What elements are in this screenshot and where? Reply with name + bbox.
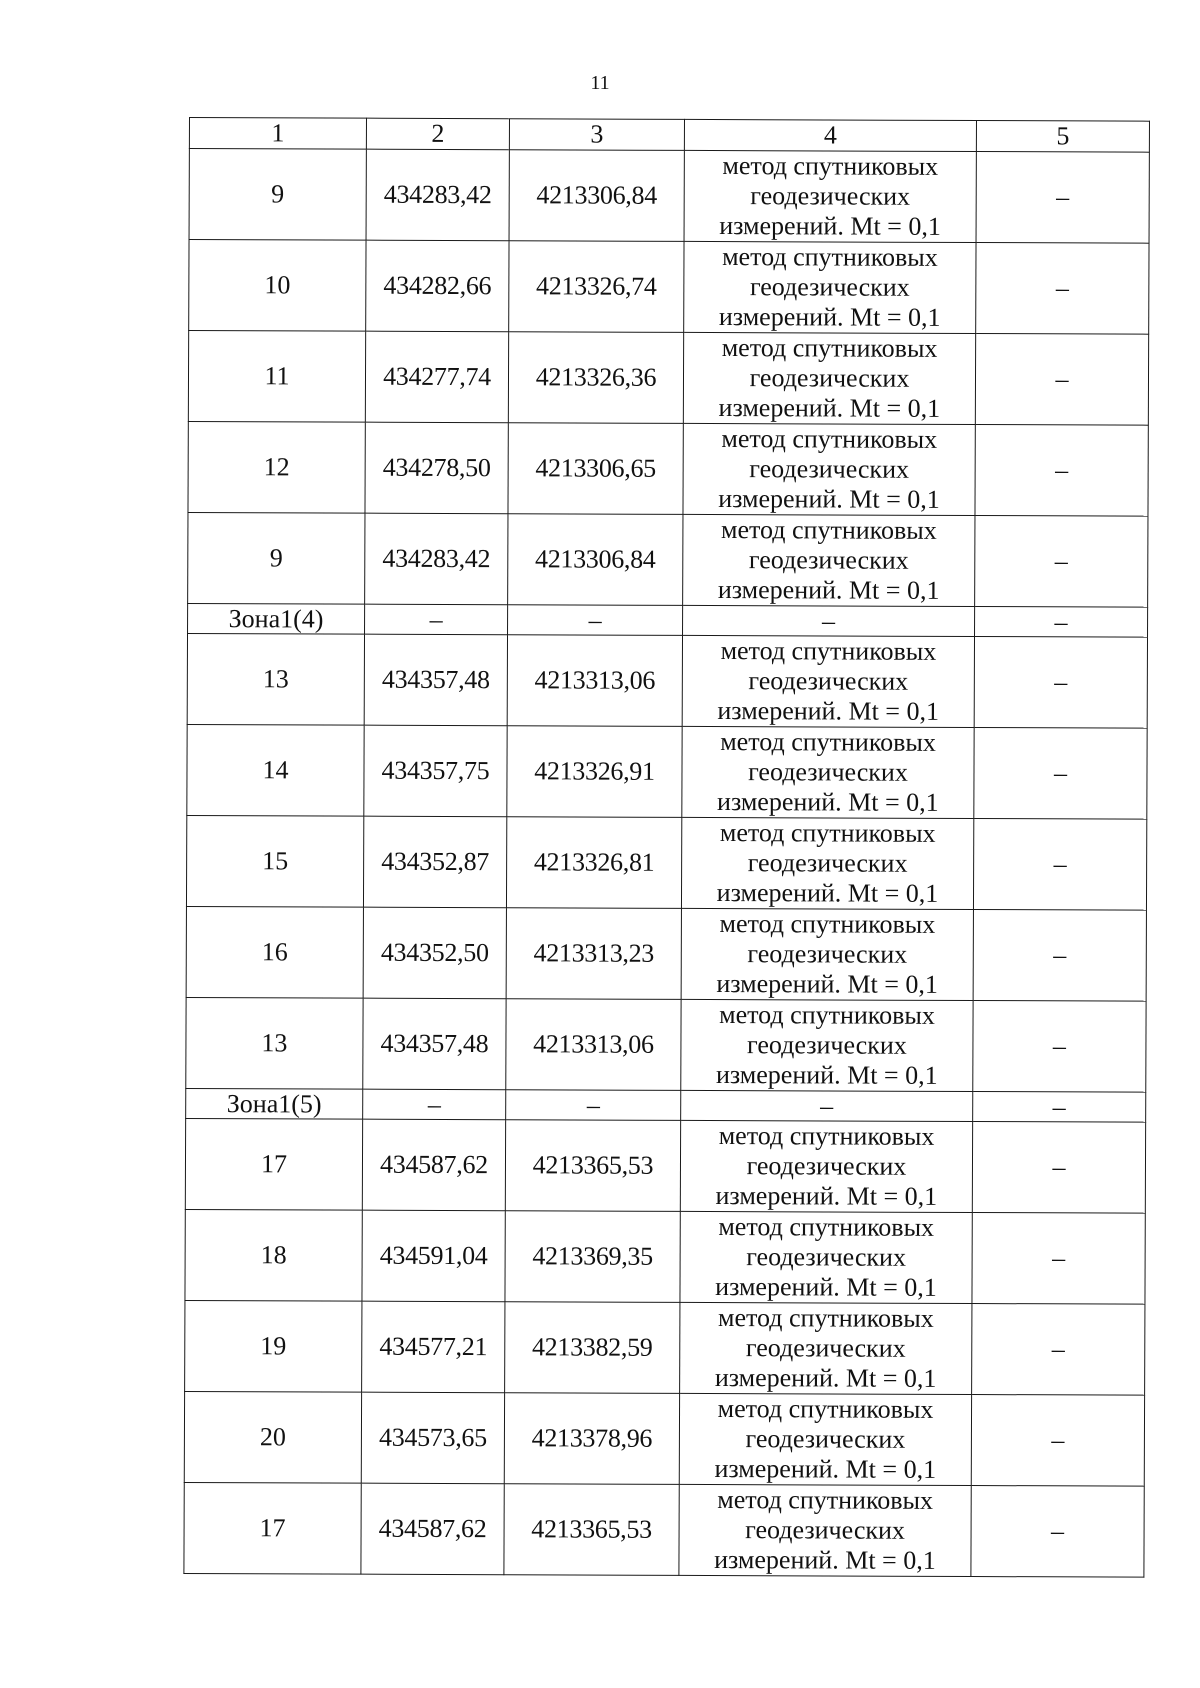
method-cell: [683, 605, 975, 636]
method-line: метод спутниковых: [718, 1121, 935, 1151]
method-line: геодезических: [746, 1151, 907, 1181]
x-coordinate-cell: 434283,42: [366, 149, 509, 241]
method-cell: [683, 332, 975, 424]
method-line: метод спутниковых: [719, 909, 936, 939]
method-line: метод спутниковых: [718, 1212, 935, 1242]
table-row: [185, 1118, 1145, 1213]
point-id-cell: 14: [187, 724, 364, 816]
method-line: метод спутниковых: [717, 1394, 934, 1424]
method-line: геодезических: [749, 363, 910, 393]
x-coordinate-cell: –: [365, 604, 508, 635]
method-line: метод спутниковых: [717, 1485, 934, 1515]
method-line: метод спутниковых: [722, 151, 939, 181]
method-line: измерений. Mt = 0,1: [719, 211, 941, 241]
table-row: [188, 512, 1148, 607]
method-line: измерений. Mt = 0,1: [716, 969, 939, 999]
y-coordinate-cell: 4213378,96: [504, 1393, 679, 1485]
method-line: метод спутниковых: [721, 333, 938, 363]
y-coordinate-cell: 4213306,84: [508, 514, 683, 606]
header-cell-4: 4: [684, 119, 976, 151]
header-cell-1: 1: [189, 118, 366, 150]
x-coordinate-cell: 434357,75: [364, 725, 507, 817]
note-cell: –: [973, 819, 1146, 911]
table-row: [184, 1482, 1144, 1577]
y-coordinate-cell: 4213313,06: [507, 635, 682, 727]
note-cell: –: [975, 425, 1148, 517]
note-cell: –: [974, 728, 1147, 820]
note-cell: –: [972, 1304, 1145, 1396]
method-line: метод спутниковых: [722, 242, 938, 272]
page-number: 11: [590, 72, 610, 94]
point-id-cell: 16: [186, 906, 363, 998]
table-row: [188, 331, 1148, 426]
y-coordinate-cell: 4213326,91: [507, 726, 682, 818]
method-line: измерений. Mt = 0,1: [718, 484, 940, 514]
y-coordinate-cell: 4213326,36: [508, 332, 683, 424]
method-line: метод спутниковых: [721, 515, 937, 545]
note-cell: –: [975, 334, 1148, 426]
method-cell: [680, 1302, 972, 1394]
header-cell-5: 5: [976, 121, 1149, 153]
point-id-cell: Зона1(5): [186, 1088, 363, 1119]
header-cell-2: 2: [366, 118, 509, 150]
method-line: метод спутниковых: [720, 727, 937, 757]
y-coordinate-cell: 4213313,06: [506, 999, 681, 1091]
x-coordinate-cell: 434278,50: [365, 422, 508, 514]
y-coordinate-cell: 4213306,84: [509, 150, 684, 242]
coordinates-table: [183, 117, 1150, 1578]
point-id-cell: Зона1(4): [188, 603, 365, 634]
note-cell: –: [973, 910, 1146, 1002]
x-coordinate-cell: 434357,48: [364, 634, 507, 726]
method-line: геодезических: [747, 1030, 907, 1060]
table-row: [186, 997, 1146, 1092]
x-coordinate-cell: 434277,74: [365, 331, 508, 423]
x-coordinate-cell: 434587,62: [361, 1483, 504, 1575]
x-coordinate-cell: 434577,21: [362, 1301, 505, 1393]
method-line: измерений. Mt = 0,1: [717, 696, 940, 726]
point-id-cell: 15: [186, 815, 363, 907]
note-cell: –: [971, 1395, 1144, 1487]
coordinates-table-body: [184, 118, 1150, 1578]
method-line: метод спутниковых: [719, 818, 936, 848]
note-cell: –: [975, 516, 1148, 608]
note-cell: –: [975, 607, 1148, 638]
method-line: геодезических: [748, 666, 909, 696]
x-coordinate-cell: 434282,66: [366, 240, 509, 332]
note-cell: –: [972, 1122, 1145, 1214]
note-cell: –: [976, 243, 1149, 335]
zone-row: [186, 1088, 1146, 1122]
header-cell-3: 3: [509, 119, 684, 151]
method-cell: [684, 241, 976, 333]
method-line: геодезических: [749, 454, 910, 484]
point-id-cell: 19: [185, 1300, 362, 1392]
method-line: геодезических: [745, 1333, 906, 1363]
method-line: измерений. Mt = 0,1: [715, 1181, 938, 1211]
method-line: геодезических: [750, 181, 911, 211]
point-id-cell: 10: [189, 240, 366, 332]
method-line: геодезических: [745, 1515, 905, 1545]
method-line: метод спутниковых: [717, 1303, 934, 1333]
table-row: [187, 724, 1147, 819]
table-row: [186, 815, 1146, 910]
method-line: –: [822, 606, 836, 636]
table-row: [186, 906, 1146, 1001]
method-line: измерений. Mt = 0,1: [717, 787, 939, 817]
y-coordinate-cell: 4213326,81: [506, 817, 681, 909]
table-header-row: [189, 118, 1149, 153]
x-coordinate-cell: –: [363, 1089, 506, 1120]
table-row: [189, 240, 1149, 335]
y-coordinate-cell: 4213365,53: [504, 1484, 679, 1576]
y-coordinate-cell: –: [506, 1090, 681, 1121]
method-cell: [684, 150, 976, 242]
method-cell: [681, 908, 973, 1000]
method-cell: [681, 1090, 973, 1121]
point-id-cell: 12: [188, 421, 365, 513]
x-coordinate-cell: 434357,48: [363, 998, 506, 1090]
x-coordinate-cell: 434587,62: [362, 1119, 505, 1211]
x-coordinate-cell: 434283,42: [365, 513, 508, 605]
note-cell: –: [974, 637, 1147, 729]
y-coordinate-cell: 4213306,65: [508, 423, 683, 515]
y-coordinate-cell: 4213369,35: [505, 1211, 680, 1303]
y-coordinate-cell: 4213365,53: [505, 1120, 680, 1212]
method-line: измерений. Mt = 0,1: [718, 302, 941, 332]
table-row: [185, 1300, 1145, 1395]
point-id-cell: 11: [188, 331, 365, 423]
method-line: геодезических: [745, 1424, 906, 1454]
method-line: геодезических: [749, 272, 910, 302]
point-id-cell: 17: [185, 1118, 362, 1210]
note-cell: –: [976, 152, 1149, 244]
y-coordinate-cell: –: [508, 605, 683, 636]
y-coordinate-cell: 4213313,23: [506, 908, 681, 1000]
method-cell: [682, 635, 974, 727]
note-cell: –: [972, 1213, 1145, 1305]
x-coordinate-cell: 434573,65: [361, 1392, 504, 1484]
table-row: [184, 1391, 1144, 1486]
method-line: геодезических: [748, 757, 908, 787]
y-coordinate-cell: 4213326,74: [509, 241, 684, 333]
point-id-cell: 9: [189, 149, 366, 241]
method-line: геодезических: [747, 848, 908, 878]
method-line: измерений. Mt = 0,1: [715, 1272, 937, 1302]
note-cell: –: [973, 1001, 1146, 1093]
x-coordinate-cell: 434352,50: [363, 907, 506, 999]
method-line: геодезических: [748, 545, 909, 575]
method-line: измерений. Mt = 0,1: [718, 393, 941, 423]
method-line: метод спутниковых: [721, 424, 938, 454]
point-id-cell: 9: [188, 512, 365, 604]
method-cell: [683, 423, 975, 515]
table-row: [188, 421, 1148, 516]
method-line: измерений. Mt = 0,1: [715, 1060, 938, 1090]
method-cell: [683, 514, 975, 606]
point-id-cell: 18: [185, 1209, 362, 1301]
x-coordinate-cell: 434352,87: [363, 816, 506, 908]
method-line: измерений. Mt = 0,1: [714, 1545, 936, 1575]
point-id-cell: 13: [186, 997, 363, 1089]
method-line: измерений. Mt = 0,1: [716, 878, 939, 908]
point-id-cell: 17: [184, 1482, 361, 1574]
method-line: геодезических: [746, 1242, 907, 1272]
method-cell: [679, 1484, 971, 1576]
note-cell: –: [971, 1486, 1144, 1578]
method-line: –: [820, 1091, 834, 1121]
method-line: метод спутниковых: [719, 1000, 935, 1030]
method-cell: [680, 1211, 972, 1303]
method-line: геодезических: [747, 939, 908, 969]
table-row: [185, 1209, 1145, 1304]
method-cell: [681, 817, 973, 909]
point-id-cell: 20: [184, 1391, 361, 1483]
table-row: [187, 633, 1147, 728]
point-id-cell: 13: [187, 633, 364, 725]
method-cell: [681, 999, 973, 1091]
x-coordinate-cell: 434591,04: [362, 1210, 505, 1302]
method-line: измерений. Mt = 0,1: [717, 575, 940, 605]
method-cell: [679, 1393, 971, 1485]
note-cell: –: [973, 1092, 1146, 1123]
method-line: метод спутниковых: [720, 636, 937, 666]
method-cell: [682, 726, 974, 818]
y-coordinate-cell: 4213382,59: [505, 1302, 680, 1394]
method-cell: [680, 1120, 972, 1212]
method-line: измерений. Mt = 0,1: [714, 1363, 937, 1393]
method-line: измерений. Mt = 0,1: [714, 1454, 937, 1484]
zone-row: [188, 603, 1148, 637]
table-row: [189, 149, 1149, 244]
